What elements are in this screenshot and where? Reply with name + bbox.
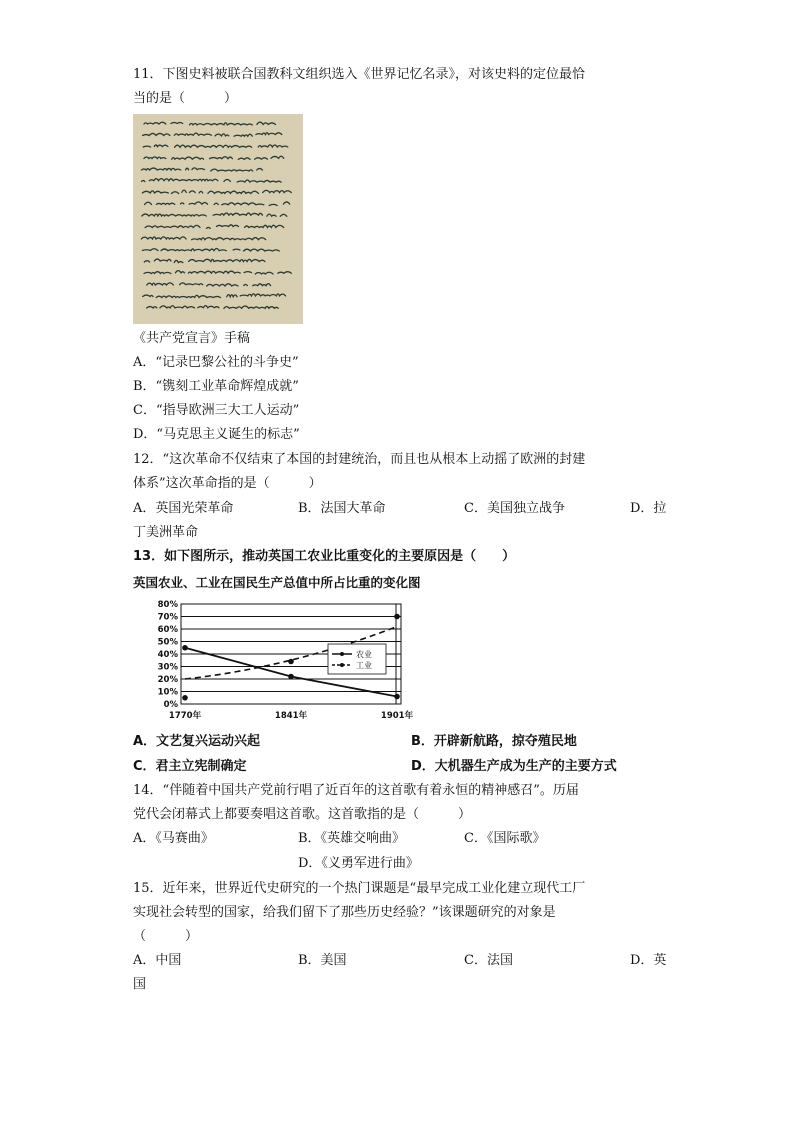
q14-option-c: C．《国际歌》 — [464, 831, 546, 846]
industry-agriculture-chart — [133, 574, 423, 724]
q12-option-d: D．拉 — [630, 501, 667, 516]
legend-marker — [340, 663, 344, 667]
y-tick-label: 60% — [157, 625, 178, 635]
q13-stem: 13．如下图所示，推动英国工农业比重变化的主要原因是（ ） — [133, 549, 516, 564]
data-point — [288, 674, 294, 680]
data-point — [288, 659, 294, 665]
q15-option-c: C．法国 — [464, 953, 513, 968]
q15-option-d: D．英 — [630, 953, 667, 968]
q14-stem-line1: 14．“伴随着中国共产党前行唱了近百年的这首歌有着永恒的精神感召”。历届 — [133, 783, 579, 798]
data-point — [394, 614, 400, 620]
q15-stem-line1: 15．近年来，世界近代史研究的一个热门课题是“最早完成工业化建立现代工厂 — [133, 881, 586, 896]
q15-option-a: A．中国 — [133, 953, 182, 968]
x-tick-label: 1770年 — [168, 711, 202, 721]
q11-stem-line1: 11．下图史料被联合国教科文组织选入《世界记忆名录》，对该史料的定位最恰 — [133, 67, 586, 82]
q14-option-d: D．《义勇军进行曲》 — [298, 856, 419, 871]
q13-option-b: B．开辟新航路，掠夺殖民地 — [411, 734, 577, 749]
q11-option-b: B．“镌刻工业革命辉煌成就” — [133, 379, 299, 394]
y-tick-label: 50% — [157, 637, 178, 648]
q12-option-b: B．法国大革命 — [298, 501, 386, 516]
q13-option-c: C．君主立宪制确定 — [133, 759, 247, 774]
q12-stem-line1: 12．“这次革命不仅结束了本国的封建统治，而且也从根本上动摇了欧洲的封建 — [133, 452, 586, 467]
q12-option-d-wrap: 丁美洲革命 — [133, 525, 199, 540]
y-tick-label: 40% — [157, 650, 178, 660]
y-tick-label: 0% — [163, 700, 178, 710]
legend-label: 农业 — [356, 650, 372, 659]
q13-option-a: A．文艺复兴运动兴起 — [133, 734, 261, 749]
q14-stem-line2: 党代会闭幕式上都要奏唱这首歌。这首歌指的是（ ） — [133, 807, 472, 822]
q12-option-a: A．英国光荣革命 — [133, 501, 234, 516]
q14-option-b: B．《英雄交响曲》 — [298, 831, 406, 846]
q11-option-c: C．“指导欧洲三大工人运动” — [133, 403, 300, 418]
y-tick-label: 10% — [157, 687, 178, 698]
legend-marker — [340, 652, 344, 656]
q15-option-d-wrap: 国 — [133, 977, 147, 992]
manuscript-image — [133, 114, 303, 324]
data-point — [182, 695, 188, 701]
q14-option-a: A．《马赛曲》 — [133, 831, 214, 846]
q11-stem-line2: 当的是（ ） — [133, 91, 238, 106]
data-point — [394, 694, 400, 700]
chart-title: 英国农业、工业在国民生产总值中所占比重的变化图 — [133, 575, 421, 590]
y-tick-label: 20% — [157, 675, 178, 685]
q13-option-d: D．大机器生产成为生产的主要方式 — [411, 759, 617, 774]
q12-stem-line2: 体系”这次革命指的是（ ） — [133, 476, 322, 491]
data-point — [182, 645, 188, 651]
q11-option-d: D．“马克思主义诞生的标志” — [133, 427, 300, 442]
legend-label: 工业 — [356, 661, 372, 670]
y-tick-label: 30% — [157, 662, 178, 673]
q12-option-c: C．美国独立战争 — [464, 501, 565, 516]
q11-image-caption: 《共产党宣言》手稿 — [133, 331, 251, 346]
y-tick-label: 80% — [157, 600, 178, 610]
q15-stem-line3: （ ） — [133, 929, 199, 944]
x-tick-label: 1841年 — [274, 711, 308, 721]
q11-option-a: A．“记录巴黎公社的斗争史” — [133, 355, 299, 370]
q15-stem-line2: 实现社会转型的国家，给我们留下了那些历史经验？”该课题研究的对象是 — [133, 905, 556, 920]
x-tick-label: 1901年 — [380, 711, 414, 721]
y-tick-label: 70% — [157, 612, 178, 623]
q15-option-b: B．美国 — [298, 953, 347, 968]
